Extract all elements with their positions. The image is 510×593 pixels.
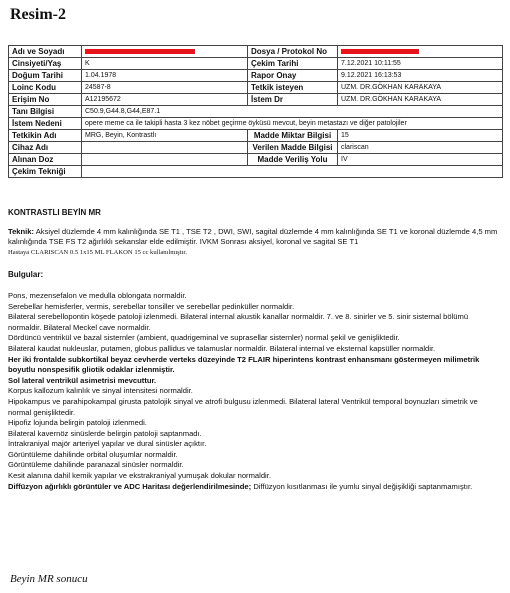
table-row <box>9 94 503 106</box>
cekim-teknigi-value <box>82 166 503 178</box>
tetkik-isteyen-value: UZM. DR.GÖKHAN KARAKAYA <box>338 82 503 94</box>
dosya-label: Dosya / Protokol No <box>248 46 338 58</box>
tetkik-adi-label: Tetkikin Adı <box>9 130 82 142</box>
figure-caption: Beyin MR sonucu <box>10 573 88 585</box>
madde-yolu-value: IV <box>338 154 503 166</box>
list-item: Görüntüleme dahilinde orbital oluşumlar normaldir. <box>8 449 178 459</box>
tetkik-adi-value: MRG, Beyin, Kontrastlı <box>82 130 248 142</box>
tetkik-isteyen-label: Tetkik isteyen <box>248 82 338 94</box>
list-item: Bilateral kavernöz sinüslerde belirgin patoloji saptanmadı. <box>8 428 202 438</box>
list-item: İntrakraniyal majör arteriyel yapılar ve dural sinüsler açıktır. <box>8 439 207 449</box>
table-row <box>9 58 503 70</box>
dogum-label: Doğum Tarihi <box>9 70 82 82</box>
list-item: Görüntüleme dahilinde paranazal sinüsler normaldir. <box>8 460 184 470</box>
verilen-madde-label: Verilen Madde Bilgisi <box>248 142 338 154</box>
ad-soyadi-label: Adı ve Soyadı <box>9 46 82 58</box>
table-row <box>9 166 503 178</box>
teknik-text: Aksiyel düzlemde 4 mm kalınlığında SE T1 , TSE T2 , DWI, SWI, sagital düzlemde 4 mm kalınlığında SE T1 ve koronal düzlemde 4,5 mm kalınlığında TSE FS T2 ağırlıklı sekanslar elde edilmiştir. IVKM Sonrası aksiyel, koronal ve sagital SE T1 <box>8 226 498 247</box>
cekim-tarihi-label: Çekim Tarihi <box>248 58 338 70</box>
cihaz-label: Cihaz Adı <box>9 142 82 154</box>
madde-miktar-value: 15 <box>338 130 503 142</box>
table-row <box>9 82 503 94</box>
bulgular-label: Bulgular: <box>8 270 44 280</box>
table-row <box>9 106 503 118</box>
table-row <box>9 130 503 142</box>
table-row <box>9 154 503 166</box>
list-item: Bilateral kaudat nukleuslar, putamen, globus pallidus ve talamuslar normaldir. Bilateral internal ve eksternal kapsüller normaldir. <box>8 343 436 353</box>
ad-soyadi-value <box>82 46 248 58</box>
table-row <box>9 142 503 154</box>
madde-yolu-label: Madde Veriliş Yolu <box>248 154 338 166</box>
alinan-doz-label: Alınan Doz <box>9 154 82 166</box>
spacer <box>8 281 502 291</box>
report-title: KONTRASTLI BEYİN MR <box>8 208 101 217</box>
istem-dr-value: UZM. DR.GÖKHAN KARAKAYA <box>338 94 503 106</box>
cinsiyet-label: Cinsiyeti/Yaş <box>9 58 82 70</box>
cekim-teknigi-label: Çekim Tekniği <box>9 166 82 178</box>
verilen-madde-value: clariscan <box>338 142 503 154</box>
tani-label: Tanı Bilgisi <box>9 106 82 118</box>
teknik-label: Teknik: <box>8 226 35 236</box>
erisim-label: Erişim No <box>9 94 82 106</box>
teknik-paragraph <box>8 227 502 248</box>
rapor-onay-value: 9.12.2021 16:13:53 <box>338 70 503 82</box>
tani-value: C50.9,G44.8,G44,E87.1 <box>82 106 503 118</box>
diffusion-paragraph <box>8 482 502 493</box>
spacer <box>8 219 502 227</box>
list-item: Dördüncü ventrikül ve bazal sisternler (ambient, quadrigeminal ve suprasellar sisternler) normal şekil ve genişliktedir. <box>8 333 400 343</box>
madde-miktar-label: Madde Miktar Bilgisi <box>248 130 338 142</box>
list-item: Korpus kallozum kalınlık ve sinyal intensitesi normaldir. <box>8 386 193 396</box>
list-item: Serebellar hemisferler, vermis, serebellar tonsiller ve serebellar pedinküller normaldir. <box>8 301 295 311</box>
table-row <box>9 70 503 82</box>
cihaz-value <box>82 142 248 154</box>
list-item: Bilateral serebellopontin köşede patoloji izlenmedi. Bilateral internal akustik kanallar normaldir. 7. ve 8. sinirler ve 5. sinir sisternal bölümü normaldir. Bilateral Meckel cave normaldir. <box>8 312 469 332</box>
loinc-value: 24587-8 <box>82 82 248 94</box>
diffusion-label: Diffüzyon ağırlıklı görüntüler ve ADC Haritası değerlendirilmesinde; <box>8 481 252 491</box>
loinc-label: Loinc Kodu <box>9 82 82 94</box>
list-item: Hipofiz lojunda belirgin patoloji izlenmedi. <box>8 418 147 428</box>
list-item: Kesit alanına dahil kemik yapılar ve ekstrakraniyal yumuşak dokular normaldir. <box>8 471 271 481</box>
list-item: Her iki frontalde subkortikal beyaz cevherde verteks düzeyinde T2 FLAIR hiperintens kontrast enhansmanı göstermeyen milimetrik boyutlu nonspesifik gliotik odaklar izlenmiştir. <box>8 354 480 375</box>
istem-nedeni-value: opere meme ca ile takipli hasta 3 kez nöbet geçirme öyküsü mevcut, beyin metastazı ve diğer patolojiler <box>82 118 503 130</box>
dogum-value: 1.04.1978 <box>82 70 248 82</box>
table-row <box>9 46 503 58</box>
list-item: Pons, mezensefalon ve medulla oblongata normaldir. <box>8 290 187 300</box>
list-item: Sol lateral ventrikül asimetrisi mevcuttur. <box>8 375 157 385</box>
istem-nedeni-label: İstem Nedeni <box>9 118 82 130</box>
list-item: Hipokampus ve parahipokampal girusta patolojik sinyal ve atrofi bulgusu izlenmedi. Bilateral lateral Ventrikül temporal boynuzları simetrik ve normal genişliktedir. <box>8 396 478 417</box>
report-body <box>8 208 502 492</box>
redaction-bar <box>341 49 419 54</box>
redaction-bar <box>85 49 195 54</box>
alinan-doz-value <box>82 154 248 166</box>
cekim-tarihi-value: 7.12.2021 10:11:55 <box>338 58 503 70</box>
dosya-value <box>338 46 503 58</box>
patient-info-table <box>8 45 503 178</box>
diffusion-text: Diffüzyon kısıtlanması ile yumlu sinyal değişikliği saptanmamıştır. <box>253 481 473 491</box>
erisim-value: A12195672 <box>82 94 248 106</box>
table-row <box>9 118 503 130</box>
spacer <box>8 258 502 270</box>
hasta-line: Hastaya CLARISCAN 0.5 1x15 ML FLAKON 15 cc kullanılmıştır. <box>8 248 187 256</box>
figure-title: Resim-2 <box>10 6 66 23</box>
istem-dr-label: İstem Dr <box>248 94 338 106</box>
cinsiyet-value: K <box>82 58 248 70</box>
rapor-onay-label: Rapor Onay <box>248 70 338 82</box>
